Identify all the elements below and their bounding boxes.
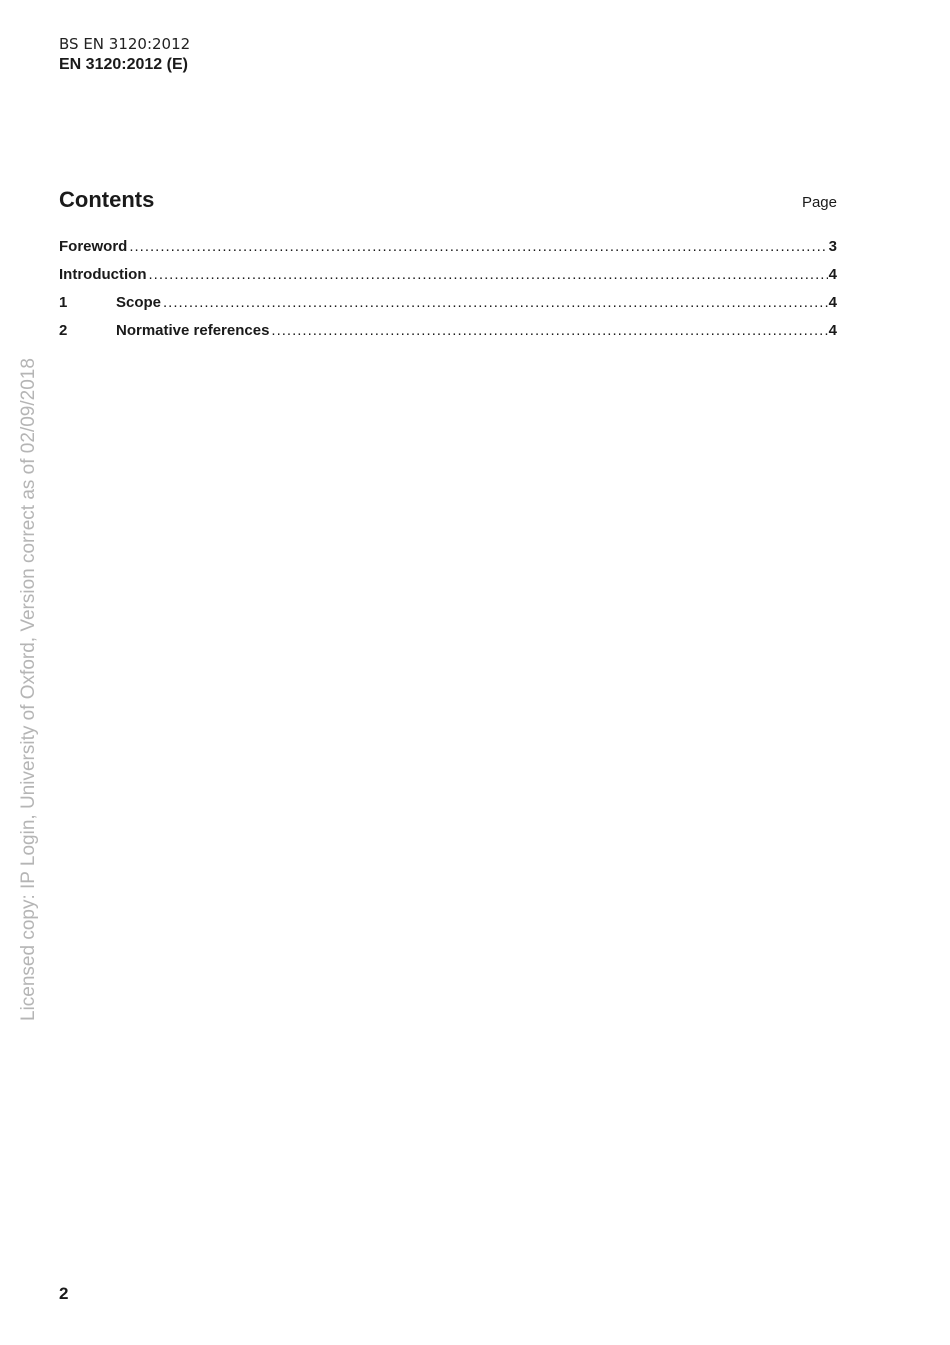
toc-entry-title: Foreword — [59, 238, 128, 255]
toc-entry-page: 4 — [828, 294, 837, 311]
toc-entry-normative-references[interactable] — [59, 322, 837, 350]
toc-entry-title: Introduction — [59, 266, 147, 283]
toc-entry-number: 1 — [59, 294, 68, 311]
page-column-label: Page — [801, 194, 837, 211]
toc-dot-leader — [148, 266, 827, 284]
toc-entry-scope[interactable] — [59, 294, 837, 322]
license-watermark: Licensed copy: IP Login, University of Oxford, Version correct as of 02/09/2018 — [18, 358, 39, 1021]
toc-dot-leader — [129, 238, 827, 256]
table-of-contents — [59, 238, 837, 350]
toc-entry-introduction[interactable] — [59, 266, 837, 294]
toc-dot-leader — [163, 294, 828, 312]
contents-heading: Contents — [59, 187, 155, 212]
toc-dot-leader — [271, 322, 827, 340]
standard-identifier: BS EN 3120:2012 — [59, 35, 191, 53]
toc-entry-title: Scope — [116, 294, 162, 311]
en-identifier: EN 3120:2012 (E) — [59, 56, 188, 73]
toc-entry-page: 4 — [828, 266, 837, 283]
toc-entry-page: 4 — [828, 322, 837, 339]
toc-entry-title: Normative references — [116, 322, 270, 339]
toc-entry-number: 2 — [59, 322, 68, 339]
toc-entry-page: 3 — [828, 238, 837, 255]
page-number: 2 — [59, 1284, 69, 1303]
toc-entry-foreword[interactable] — [59, 238, 837, 266]
